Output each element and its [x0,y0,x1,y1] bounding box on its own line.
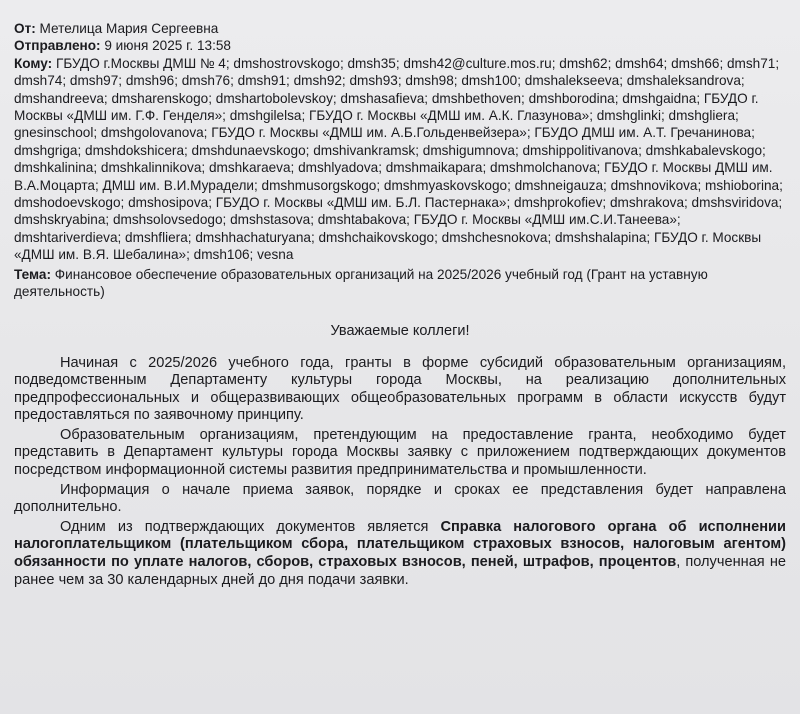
subject-label: Тема: [14,266,51,282]
paragraph-4 [14,519,786,589]
sent-line [14,37,786,54]
from-line [14,20,786,37]
to-line [14,55,786,264]
from-value: Метелица Мария Сергеевна [39,21,219,36]
paragraph-4-end: , полученная не ранее чем за 30 календарных дней до дня подачи заявки. [14,554,786,588]
paragraph-4-start: Одним из подтверждающих документов является [60,518,441,535]
subject-line [14,266,786,301]
paragraph-2: Образовательным организациям, претендующим на предоставление гранта, необходимо будет представить в Департамент культуры города Москвы заявку с приложением подтверждающих документов посредством информационной системы развития предпринимательства и промышленности. [14,426,786,479]
paragraph-3: Информация о начале приема заявок, порядке и сроках ее представления будет направлена дополнительно. [14,481,786,516]
to-label: Кому: [14,55,53,71]
email-header [14,20,786,301]
paragraph-1: Начиная с 2025/2026 учебного года, гранты в форме субсидий образовательным организациям, подведомственным Департаменту культуры города Москвы, на реализацию дополнительных предпрофессиональных и общеразвивающих общеобразовательных программ в области искусств будут предоставляться по заявочному принципу. [14,354,786,424]
letter-body [14,355,786,590]
letter-greeting: Уважаемые коллеги! [330,322,470,339]
paragraph-4-bold: Справка налогового органа об исполнении налогоплательщиком (плательщиком сбора, плательщиком страховых взносов, налоговым агентом) обязанности по уплате налогов, сборов, страховых взносов, пеней, штрафов, процентов [14,518,786,571]
subject-value: Финансовое обеспечение образовательных организаций на 2025/2026 учебный год (Грант на уставную деятельность) [14,266,708,300]
sent-value: 9 июня 2025 г. 13:58 [104,38,231,54]
from-label: От: [14,21,36,36]
sent-label: Отправлено: [14,38,101,54]
to-value: ГБУДО г.Москвы ДМШ № 4; dmshostrovskogo; dmsh35; dmsh42@culture.mos.ru; dmsh62; dmsh64; dmsh66; dmsh71; dmsh74; dmsh97; dmsh96; dmsh76; dmsh91; dmsh92; dmsh93; dmsh98; dmsh100; dmshalekseeva; dmshaleksandrova; dmshandreeva; dmsharenskogo; dmshartobolevskoy; dmshasafieva; dmshbethoven; dmshborodina; dmshgaidna; ГБУДО г. Москвы «ДМШ им. Г.Ф. Генделя»; dmshgilelsa; ГБУДО г. Москвы «ДМШ им. А.К. Глазунова»; dmshglinki; dmshgliera; gnesinschool; dmshgolovanova; ГБУДО г. Москвы «ДМШ им. А.Б.Гольденвейзера»; ГБУДО ДМШ им. А.Т. Гречанинова; dmshgriga; dmshdokshicera; dmshdunaevskogo; dmshivankramsk; dmshigumnova; dmshippolitivanova; dmshkabalevskogo; dmshkalinina; dmshkalinnikova; dmshkaraeva; dmshlyadova; dmshmaikapara; dmshmolchanova; ГБУДО г. Москвы ДМШ им. В.А.Моцарта; ДМШ им. В.И.Мурадели; dmshmusorgskogo; dmshmyaskovskogo; dmshneigauza; dmshnovikova; mshioborina; dmshodoevskogo; dmshosipova; ГБУДО г. Москвы «ДМШ им. Б.Л. Пастернака»; dmshprokofiev; dmshrakova; dmshsviridova; dmshskryabina; dmshsolovsedogo; dmshstasova; dmshtabakova; ГБУДО г. Москвы «ДМШ им.С.И.Танеева»; dmshtariverdieva; dmshfliera; dmshhachaturyana; dmshchaikovskogo; dmshchesnokova; dmshshalapina; ГБУДО г. Москвы «ДМШ им. В.Я. Шебалина»; dmsh106; vesna [14,55,783,263]
